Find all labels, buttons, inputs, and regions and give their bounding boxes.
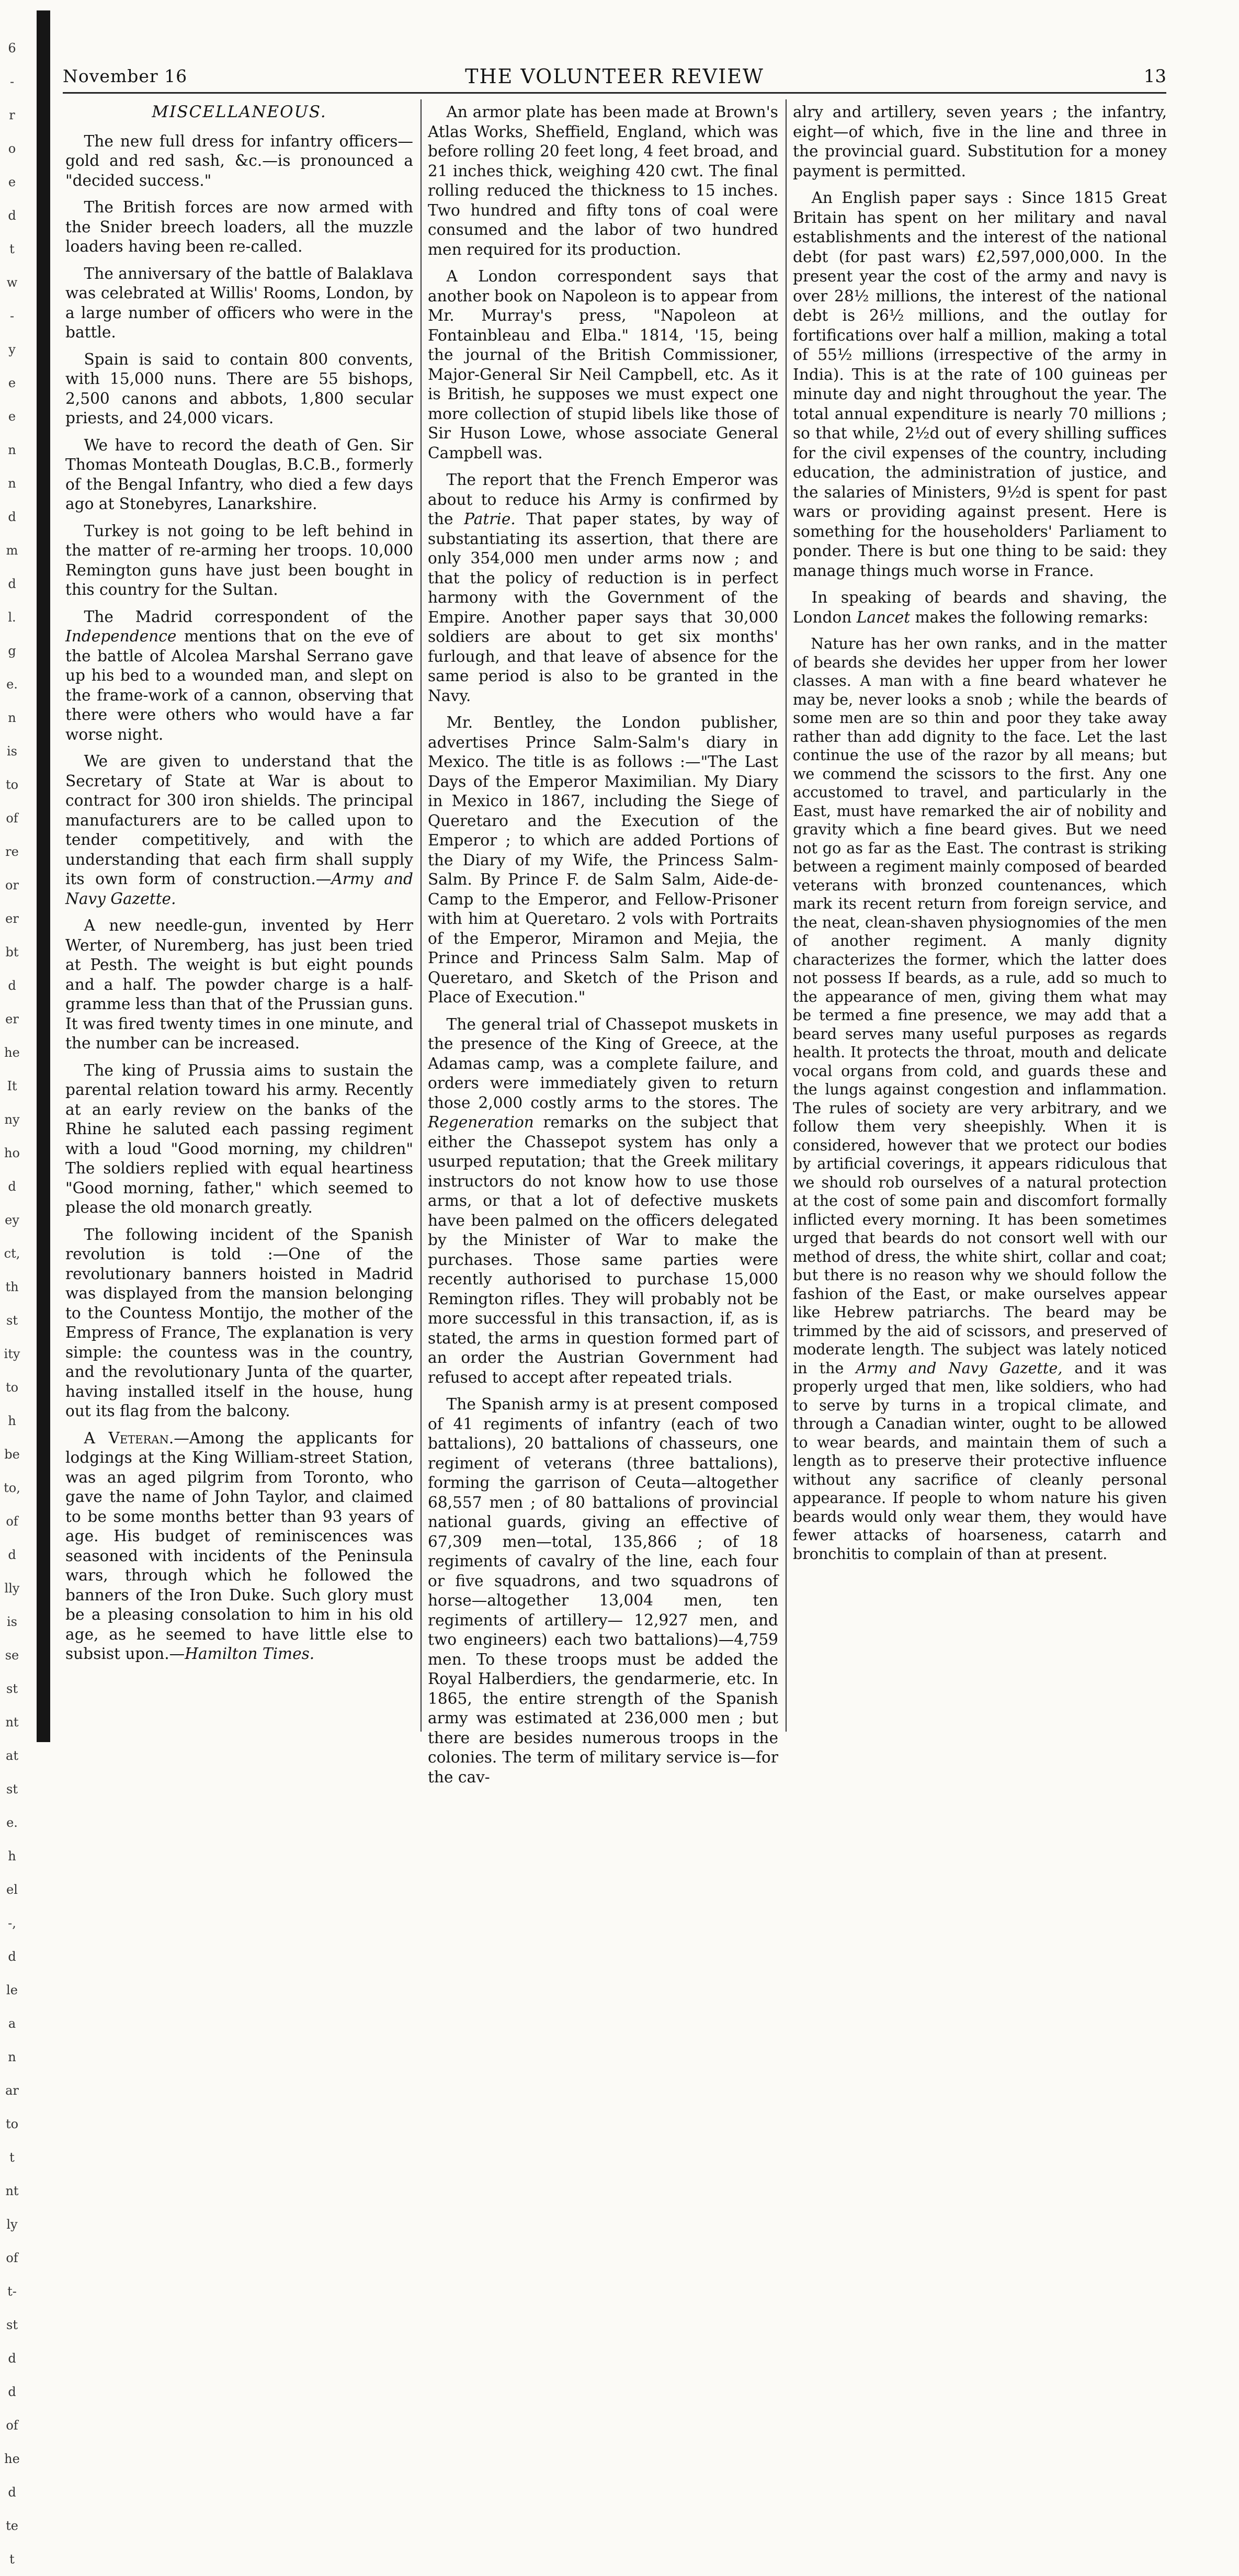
page-header <box>63 62 1166 93</box>
article-balaklava: The anniversary of the battle of Balaklava was celebrated at Willis' Rooms, London, by a large number of officers who were in the battle. <box>65 264 413 341</box>
column-rule <box>420 99 422 1732</box>
article-iron-shields: We are given to understand that the Secretary of State at War is about to contract for 300 iron shields. The principal manufacturers are to be called upon to tender competitively, and with the understanding that each firm shall supply its own form of construction.—Army and Navy Gazette. <box>65 752 413 908</box>
article-needle-gun: A new needle-gun, invented by Herr Werter, of Nuremberg, has just been tried at Pesth. The weight is but eight pounds and a half. The powder charge is a half-gramme less than that of the Prussian guns. It was fired twenty times in one minute, and the number can be increased. <box>65 917 413 1052</box>
page-number: 13 <box>1143 66 1166 87</box>
column-3 <box>793 103 1167 1735</box>
source-credit: Hamilton Times. <box>185 1645 315 1663</box>
article-french-army: The report that the French Emperor was about to reduce his Army is confirmed by the Patrie. That paper states, by way of substantiating its assertion, that there are only 354,000 men under arms now ; and that the policy of reduction is in perfect harmony with the Government of the Empire. Another paper says that 30,000 soldiers are about to get six months' furlough, and that leave of absence for the same period is also to be granted in the Navy. <box>428 471 778 705</box>
article-armor-plate: An armor plate has been made at Brown's Atlas Works, Sheffield, England, which was before rolling 20 feet long, 4 feet broad, and 21 inches thick, weighing 420 cwt. The final rolling reduced the thickness to 15 inches. Two hundred and fifty tons of coal were consumed and the labor of two hundred men required for its production. <box>428 103 778 258</box>
article-death-douglas: We have to record the death of Gen. Sir Thomas Monteath Douglas, B.C.B., formerly of the Bengal Infantry, who died a few days ago at Stonebyres, Lanarkshire. <box>65 436 413 513</box>
article-spanish-revolution: The following incident of the Spanish revolution is told :—One of the revolutionary banners hoisted in Madrid was displayed from the mansion belonging to the Countess Montijo, the mother of the Empress of France, The explanation is very simple: the countess was in the country, and the revolutionary Junta of the quarter, having installed itself in the house, hung out its flag from the balcony. <box>65 1225 413 1420</box>
article-lead: A Veteran. <box>84 1429 174 1447</box>
left-margin-edge <box>0 0 52 2567</box>
publication-name: Lancet <box>856 608 911 626</box>
article-beards-quote: Nature has her own ranks, and in the matter of beards she devides her upper from her lower classes. A man with a fine beard whatever he may be, never looks a snob ; while the beards of some men are so thin and poor they take away rather than add dignity to the face. Let the last continue the use of the razor by all means; but we commend the scissors to the first. Any one accustomed to travel, and particularly in the East, must have remarked the air of nobility and gravity which a fine beard gives. But we need not go as far as the East. The contrast is striking between a regiment mainly composed of bearded veterans with bronzed countenances, which mark its recent return from foreign service, and the neat, clean-shaven physiognomies of the men of another regiment. A manly dignity characterizes the former, which the latter does not possess If beards, as a rule, add so much to the appearance of men, giving them what may be termed a fine presence, we may add that a beard serves many useful purposes as regards health. It protects the throat, mouth and delicate vocal organs from cold, and guards these and the lungs against congestion and inflammation. The rules of society are very arbitrary, and we follow them very sheepishly. When it is considered, however that we protect our bodies by artificial coverings, it appears ridiculous that we should rob ourselves of a natural protection at the cost of some pain and discomfort formally inflicted every morning. It has been sometimes urged that beards do not consort well with our method of dress, the white shirt, collar and coat; but there is no reason why we should follow the fashion of the East, or make ourselves appear like Hebrew patriarchs. The beard may be trimmed by the aid of scissors, and preserved of moderate length. The subject was lately noticed in the Army and Navy Gazette, and it was properly urged that men, like soldiers, who had to serve by turns in a tropical climate, and through a Canadian winter, ought to be allowed to wear beards, and maintain them of such a length as to preserve their protective influence without any sacrifice of cleanly personal appearance. If people to whom nature his given beards would only wear them, they would have fewer attacks of hoarseness, catarrh and bronchitis to complain of than at present. <box>793 635 1167 1563</box>
publication-name: Independence <box>65 627 177 645</box>
article-chassepot-trial: The general trial of Chassepot muskets in the presence of the King of Greece, at the Adamas camp, was a complete failure, and orders were immediately given to return those 2,000 costly arms to the stores. The Regeneration remarks on the subject that either the Chassepot system has only a usurped reputation; that the Greek military instructors do not know how to use those arms, or that a lot of defective muskets have been palmed on the officers delegated by the Minister of War to make the purchases. Those same parties were recently authorised to purchase 15,000 Remington rifles. They will probably not be more successful in this transaction, if, as is stated, the arms in question formed part of an order the Austrian Government had refused to accept after repeated trials. <box>428 1015 778 1386</box>
publication-name: Army and Navy Gazette, <box>856 1359 1063 1377</box>
column-2 <box>428 103 778 1786</box>
header-rule <box>63 92 1166 94</box>
column-1 <box>65 103 413 1735</box>
adjacent-page-fragments: 6 - r o e d t w - y e e n n d m d l. g e. n is to of re or er bt d er he It ny ho d ey ct, th st ity to h be to, of d lly is se st nt at st e. h el -, d le a n ar to t nt ly of t- st d d of he d te t <box>4 41 20 2567</box>
source-credit: Army and Navy Gazette. <box>65 870 413 908</box>
article-snider-loaders: The British forces are now armed with the Snider breech loaders, all the muzzle loaders having been re-called. <box>65 198 413 255</box>
article-salm-salm-diary: Mr. Bentley, the London publisher, advertises Prince Salm-Salm's diary in Mexico. The title is as follows :—"The Last Days of the Emperor Maximilian. My Diary in Mexico in 1867, including the Siege of Queretaro and the Execution of the Emperor ; to which are added Portions of the Diary of my Wife, the Princess Salm-Salm. By Prince F. de Salm Salm, Aide-de-Camp to the Emperor, and Fellow-Prisoner with him at Queretaro. 2 vols with Portraits of the Emperor, Miramon and Mejia, the Prince and Princess Salm Salm. Map of Queretaro, and Sketch of the Prison and Place of Execution." <box>428 714 778 1006</box>
article-napoleon-book: A London correspondent says that another book on Napoleon is to appear from Mr. Murray's press, "Napoleon at Fontainbleau and Elba." 1814, '15, being the journal of the British Commissioner, Major-General Sir Neil Campbell, etc. As it is British, he supposes we must expect one more collection of stupid libels like those of Sir Huson Lowe, whose associate General Campbell was. <box>428 267 778 462</box>
article-king-prussia: The king of Prussia aims to sustain the parental relation toward his army. Recently at an early review on the banks of the Rhine he saluted each passing regiment with a loud "Good morning, my children" The soldiers replied with equal heartiness "Good morning, father," which seemed to please the old monarch greatly. <box>65 1061 413 1216</box>
article-spanish-army: The Spanish army is at present composed of 41 regiments of infantry (each of two battalions), 20 battalions of chasseurs, one regiment of veterans (three battalions), forming the garrison of Ceuta—altogether 68,557 men ; of 80 battalions of provincial national guards, giving an effective of 67,309 men—total, 135,866 ; of 18 regiments of cavalry of the line, each four or five squadrons, and two squadrons of horse—altogether 13,004 men, ten regiments of artillery— 12,927 men, and two engineers) each two battalions)—4,759 men. To these troops must be added the Royal Halberdiers, the gendarmerie, etc. In 1865, the entire strength of the Spanish army was estimated at 236,000 men ; but there are besides numerous troops in the colonies. The term of military service is—for the cav- <box>428 1395 778 1786</box>
publication-name: Patrie. <box>464 510 516 528</box>
article-full-dress: The new full dress for infantry officers—gold and red sash, &c.—is pronounced a "decided success." <box>65 132 413 189</box>
publication-name: Regeneration <box>428 1113 534 1131</box>
article-spain-convents: Spain is said to contain 800 convents, with 15,000 nuns. There are 55 bishops, 2,500 canons and abbots, 1,800 secular priests, and 24,000 vicars. <box>65 350 413 427</box>
column-rule <box>786 99 787 1732</box>
article-british-expenditure: An English paper says : Since 1815 Great Britain has spent on her military and naval establishments and the interest of the national debt (for past wars) £2,597,000,000. In the present year the cost of the army and navy is over 28½ millions, the interest of the national debt is 26½ millions, and the outlay for fortifications over half a million, making a total of 55½ millions (irrespective of the army in India). This is at the rate of 100 guineas per minute day and night throughout the year. The total annual expenditure is nearly 70 millions ; so that while, 2½d out of every shilling suffices for the civil expenses of the country, including education, the administration of justice, and the salaries of Ministers, 9½d is spent for past wars or providing against present. Here is something for the householders' Parliament to ponder. There is but one thing to be said: they manage things much worse in France. <box>793 189 1167 580</box>
issue-date: November 16 <box>63 66 188 86</box>
article-veteran: A Veteran.—Among the applicants for lodgings at the King William-street Station, was an aged pilgrim from Toronto, who gave the name of John Taylor, and claimed to be some months better than 93 years of age. His budget of reminiscences was seasoned with incidents of the Peninsula wars, through which he followed the banners of the Iron Duke. Such glory must be a pleasing consolation to him in his old age, as he seemed to have little else to subsist upon.—Hamilton Times. <box>65 1429 413 1663</box>
article-turkey-rearming: Turkey is not going to be left behind in the matter of re-arming her troops. 10,000 Remington guns have just been bought in this country for the Sultan. <box>65 522 413 598</box>
binding-shadow <box>37 10 50 1742</box>
section-heading: MISCELLANEOUS. <box>152 103 327 121</box>
publication-title: THE VOLUNTEER REVIEW <box>465 65 764 88</box>
article-spanish-army-continued: alry and artillery, seven years ; the infantry, eight—of which, five in the line and three in the provincial guard. Substitution for a money payment is permitted. <box>793 103 1167 180</box>
article-alcolea: The Madrid correspondent of the Independence mentions that on the eve of the battle of Alcolea Marshal Serrano gave up his bed to a wounded man, and slept on the frame-work of a cannon, observing that there were others who would have a far worse night. <box>65 607 413 743</box>
article-beards-intro: In speaking of beards and shaving, the London Lancet makes the following remarks: <box>793 589 1167 626</box>
